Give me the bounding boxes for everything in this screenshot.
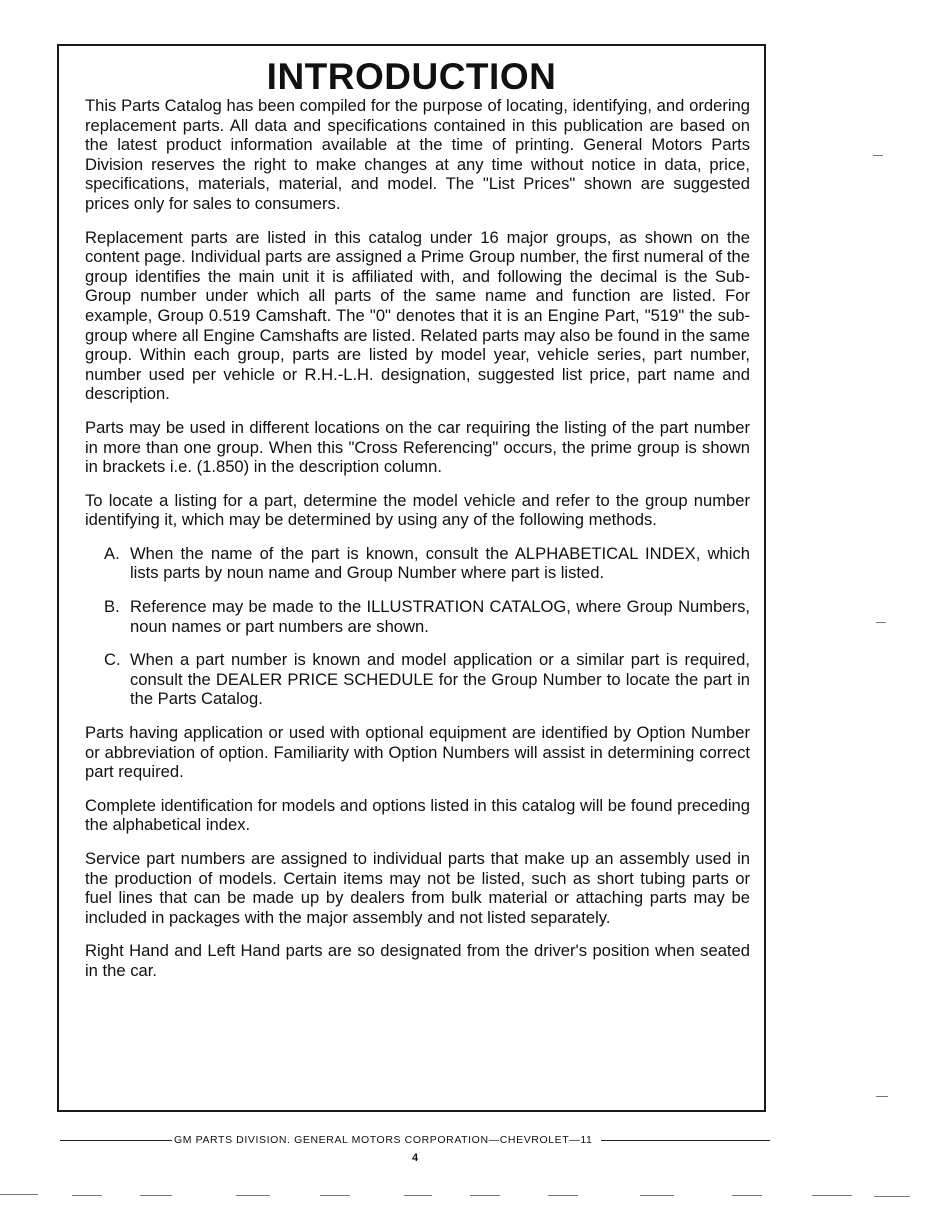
paragraph-locate: To locate a listing for a part, determine the model vehicle and refer to the group number identifying it, which may be determined by using any of the following methods.: [85, 490, 750, 530]
paragraph-groups: Replacement parts are listed in this catalog under 16 major groups, as shown on the content page. Individual parts are assigned a Prime Group number, the first numeral of the group identifies the main unit it is affiliated with, and following the decimal is the Sub-Group number under which all parts of the same name and function are listed. For example, Group 0.519 Camshaft. The "0" denotes that it is an Engine Part, "519" the sub-group where all Engine Camshafts are listed. Related parts may also be found in the same group. Within each group, parts are listed by model year, vehicle series, part number, number used per vehicle or R.H.-L.H. designation, suggested list price, part name and description.: [85, 227, 750, 404]
page-number: 4: [411, 1152, 419, 1164]
page-footer: [60, 1134, 770, 1146]
method-item-a: [85, 544, 750, 583]
scan-artifact: [812, 1195, 852, 1196]
method-text: Reference may be made to the ILLUSTRATION CATALOG, where Group Numbers, noun names or part numbers are shown.: [130, 597, 750, 636]
paragraph-options: Parts having application or used with optional equipment are identified by Option Number or abbreviation of option. Familiarity with Option Numbers will assist in determining correct part required.: [85, 723, 750, 782]
method-item-c: [85, 650, 750, 709]
paragraph-identification: Complete identification for models and options listed in this catalog will be found preceding the alphabetical index.: [85, 795, 750, 835]
scan-artifact: [640, 1195, 674, 1196]
introduction-panel: [57, 44, 766, 1112]
scan-artifact: [140, 1195, 172, 1196]
scan-artifact: [874, 1196, 910, 1197]
paragraph-right-left-hand: Right Hand and Left Hand parts are so designated from the driver's position when seated in the car.: [85, 941, 750, 980]
paragraph-purpose: This Parts Catalog has been compiled for the purpose of locating, identifying, and ordering replacement parts. All data and specifications contained in this publication are based on the latest product information available at the time of printing. General Motors Parts Division reserves the right to make changes at any time without notice in data, price, specifications, materials, material, and model. The "List Prices" shown are suggested prices only for sales to consumers.: [85, 96, 750, 213]
paragraph-service-parts: Service part numbers are assigned to individual parts that make up an assembly used in the production of models. Certain items may not be listed, such as short tubing parts or fuel lines that can be made up by dealers from bulk material or attaching parts may be included in packages with the major assembly and not listed separately.: [85, 849, 750, 927]
scan-artifact: [873, 155, 883, 156]
method-letter: C.: [104, 650, 121, 670]
footer-rule-right: [601, 1140, 770, 1141]
scan-artifact: [320, 1195, 350, 1196]
scan-artifact: [0, 1194, 38, 1195]
scan-artifact: [72, 1195, 102, 1196]
scan-artifact: [470, 1195, 500, 1196]
page-title: INTRODUCTION: [266, 56, 557, 97]
footer-rule-left: [60, 1140, 172, 1141]
method-letter: A.: [104, 543, 120, 563]
scan-artifact: [548, 1195, 578, 1196]
method-letter: B.: [104, 597, 120, 617]
method-text: When the name of the part is known, consult the ALPHABETICAL INDEX, which lists parts by noun name and Group Number where part is listed.: [130, 543, 750, 583]
body-text: [85, 96, 750, 995]
scan-artifact: [876, 622, 886, 623]
scan-artifact: [732, 1195, 762, 1196]
scan-artifact: [876, 1096, 888, 1097]
method-text: When a part number is known and model application or a similar part is required, consult the DEALER PRICE SCHEDULE for the Group Number to locate the part in the Parts Catalog.: [130, 650, 750, 709]
scan-artifact: [236, 1195, 270, 1196]
scan-artifact: [404, 1195, 432, 1196]
footer-text: GM PARTS DIVISION. GENERAL MOTORS CORPORATION—CHEVROLET—11: [174, 1134, 593, 1146]
paragraph-cross-reference: Parts may be used in different locations on the car requiring the listing of the part number in more than one group. When this "Cross Referencing" occurs, the prime group is shown in brackets i.e. (1.850) in the description column.: [85, 417, 750, 477]
method-item-b: [85, 597, 750, 636]
